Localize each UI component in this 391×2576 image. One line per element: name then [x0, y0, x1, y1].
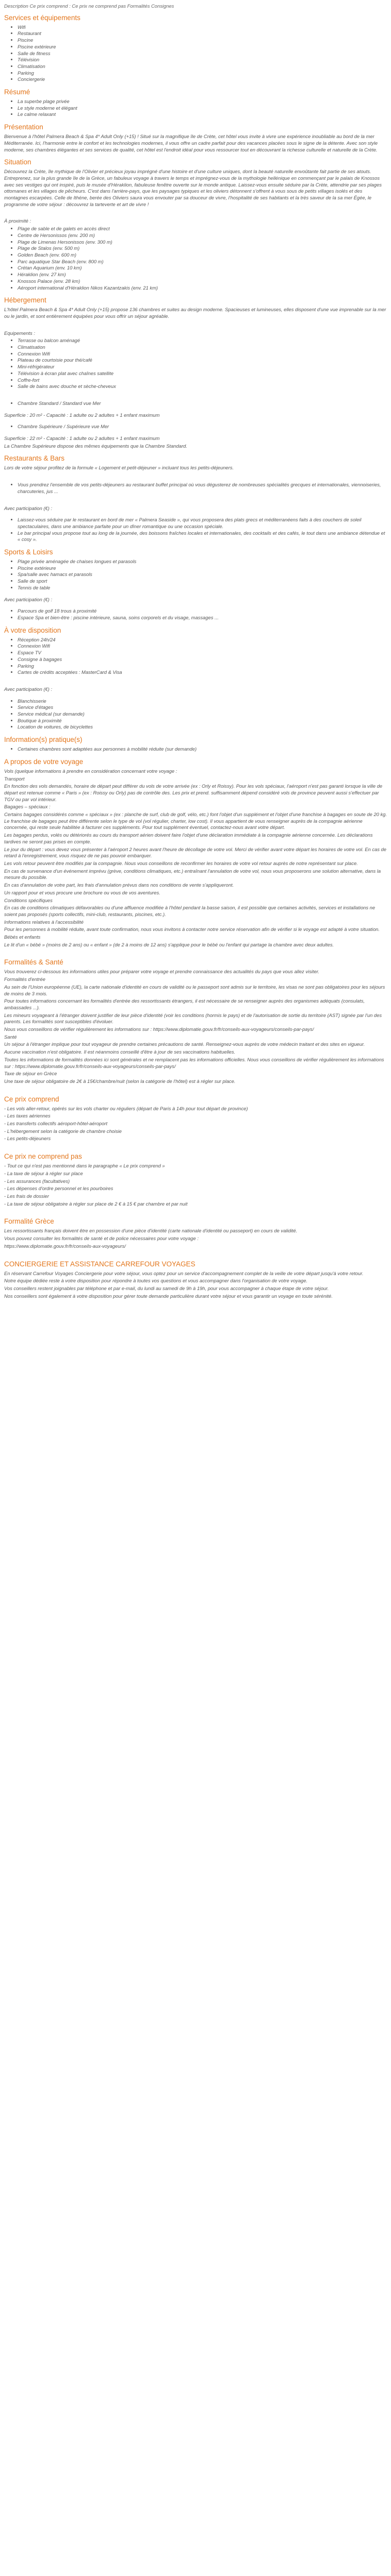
- disposition-paid-list: [4, 698, 387, 731]
- apropos-line: Conditions spécifiques: [4, 897, 53, 903]
- info-title: Information(s) pratique(s): [4, 736, 83, 744]
- prix-non-comprend-title: Ce prix ne comprend pas: [4, 1153, 82, 1161]
- proximite-item: • Plage de Stalos (env. 500 m): [18, 245, 387, 252]
- proximite-item: • Crétan Aquarium (env. 10 km): [18, 265, 387, 272]
- apropos-line: Transport: [4, 775, 25, 782]
- disposition-paid-item: • Blanchisserie: [18, 698, 387, 705]
- formalites-sante-line: Vous trouverez ci-dessous les informations utiles pour préparer votre voyage et prendre connaissance des actualités du pays que vous allez visiter.: [4, 969, 320, 975]
- disposition-item: • Cartes de crédits acceptées : MasterCard & Visa: [18, 669, 387, 676]
- avec-participation-label-1: Avec participation (€) :: [4, 505, 53, 511]
- hebergement-title: Hébergement: [4, 296, 46, 304]
- sports-paid-item: • Espace Spa et bien-être : piscine intérieure, sauna, soins corporels et du visage, massages ...: [18, 615, 387, 621]
- proximite-item: • Plage de sable et de galets en accès direct: [18, 226, 387, 232]
- presentation-text: Bienvenue à l'hôtel Palmera Beach & Spa 4* Adult Only (+15) ! Situé sur la magnifique île de Crète, cet hôtel vous invite à vivre une expérience inoubliable au bord de la mer Méditerranée. Ici, l'harmonie entre le confort et les technologies modernes, il vous offre un cadre parfait pour des vacances placées sous le signe de la détente. Avec son style moderne, ses chambres élégantes et ses services de qualité, cet hôtel est l'endroit idéal pour vous ressourcer tout en découvrant la richesse culturelle et naturelle de la Crète.: [4, 133, 378, 152]
- proximite-item: • Plage de Limenas Hersonissos (env. 300 m): [18, 239, 387, 246]
- apropos-line: Les vols retour peuvent être modifiés par la compagnie. Nous vous conseillons de reconfirmer les horaires de votre vol retour auprès de notre représentant sur place.: [4, 860, 358, 866]
- disposition-list: [4, 637, 387, 676]
- sports-list: [4, 558, 387, 591]
- equipements-item: • Plateau de courtoisie pour thé/café: [18, 357, 387, 364]
- hebergement-text: L'hôtel Palmera Beach & Spa 4* Adult Only (+15) propose 136 chambres et suites au design moderne. Spacieuses et lumineuses, elles disposent d'une vue imprenable sur la mer ou le jardin, et sont entièrement équipées pour vous offrir un séjour agréable.: [4, 307, 386, 319]
- proximite-item: • Aéroport international d'Héraklion Nikos Kazantzakis (env. 21 km): [18, 285, 387, 292]
- disposition-title: À votre disposition: [4, 626, 61, 634]
- apropos-line: Le jour du départ : vous devez vous présenter à l'aéroport 2 heures avant l'heure de décollage de votre vol. Merci de vérifier avant votre départ les horaires de votre vol. En cas de retard à l'enregistrement, vous risquez de ne pas pouvoir embarquer.: [4, 846, 386, 859]
- prix-non-comprend-block: [4, 1163, 387, 1213]
- formalites-sante-line: Aucune vaccination n'est obligatoire. Il est néanmoins conseillé d'être à jour de ses vaccinations habituelles.: [4, 1049, 236, 1055]
- apropos-line: En fonction des vols demandés, horaire de départ peut différer du vols de votre arrivée (ex : Orly et Roissy). Pour les vols spéciaux, l'aéroport n'est pas garanti lorsque la ville de départ est retenue comme « Paris » (ex : Roissy ou Orly) pas de contrôle des. Les prix et prend. suffisamment dépend considéré vols de province peuvent aussi s'effectuer par TGV ou par vol intérieur.: [4, 783, 383, 802]
- formalites-sante-line: Formalités d'entrée: [4, 976, 45, 982]
- chambre2-list: [4, 423, 387, 430]
- chambre2-name: • Chambre Supérieure / Supérieure vue Mer: [18, 423, 387, 430]
- sports-item: • Piscine extérieure: [18, 565, 387, 572]
- prix-comprend-block: [4, 1106, 387, 1149]
- apropos-line: Bébés et enfants: [4, 934, 41, 940]
- services-item: • Conciergerie: [18, 76, 387, 83]
- apropos-block: [4, 768, 387, 955]
- equipements-label: Equipements :: [4, 330, 35, 336]
- restaurants-list-item: • Vous prendrez l'ensemble de vos petits-déjeuners au restaurant buffet principal où vous dégusterez de nombreuses spécialités grecques et internationales, viennoiseries, charcuteries, jus ...: [18, 482, 387, 495]
- proximite-item: • Golden Beach (env. 600 m): [18, 252, 387, 259]
- disposition-item: • Parking: [18, 663, 387, 670]
- avec-participation-label-2: Avec participation (€) :: [4, 596, 53, 602]
- equipements-item: • Télévision à écran plat avec chaînes satellite: [18, 370, 387, 377]
- formalite-grece-title: Formalité Grèce: [4, 1217, 54, 1226]
- chambre2-note: La Chambre Supérieure dispose des mêmes équipements que la Chambre Standard.: [4, 443, 187, 449]
- disposition-item: • Réception 24h/24: [18, 637, 387, 643]
- sports-title: Sports & Loisirs: [4, 548, 53, 556]
- formalites-sante-line: Toutes les informations de formalités données ici sont générales et ne remplacent pas les informations officielles. Nous vous conseillons de vérifier régulièrement les informations sur : https://www.diplomatie.gouv.fr/fr/conseils-aux-voyageurs/conseils-par-pays/: [4, 1056, 384, 1069]
- equipements-list: [4, 337, 387, 390]
- prix-comprend-line: - L'hébergement selon la catégorie de chambre choisie: [4, 1128, 122, 1134]
- prix-non-comprend-line: - Les dépenses d'ordre personnel et les pourboires: [4, 1185, 113, 1192]
- apropos-line: Pour les personnes à mobilité réduite, avant toute confirmation, nous vous invitons à contacter notre service réservation afin de vérifier si le voyage est adapté à votre situation.: [4, 926, 380, 933]
- restaurants-paid-list: [4, 517, 387, 543]
- prix-comprend-title: Ce prix comprend: [4, 1095, 59, 1103]
- services-list: [4, 24, 387, 83]
- disposition-paid-item: • Service d'étages: [18, 704, 387, 711]
- disposition-paid-item: • Location de voitures, de bicyclettes: [18, 724, 387, 731]
- prix-non-comprend-line: - La taxe de séjour à régler sur place: [4, 1170, 83, 1176]
- formalites-sante-line: Nous vous conseillons de vérifier régulièrement les informations sur : https://www.diplomatie.gouv.fr/fr/conseils-aux-voyageurs/conseils-par-pays/: [4, 1026, 314, 1032]
- sports-item: • Plage privée aménagée de chaises longues et parasols: [18, 558, 387, 565]
- disposition-item: • Connexion Wifi: [18, 643, 387, 650]
- formalite-grece-line: Vous pouvez consulter les formalités de santé et de police nécessaires pour votre voyage :: [4, 1235, 199, 1242]
- sports-paid-item: • Parcours de golf 18 trous à proximité: [18, 608, 387, 615]
- disposition-item: • Espace TV: [18, 650, 387, 656]
- resume-item: • Le calme relaxant: [18, 111, 387, 118]
- apropos-line: Certains bagages considérés comme « spéciaux » (ex : planche de surf, club de golf, vélo, etc.) font l'objet d'un supplément et l'objet d'une franchise à bagages en soute de 20 kg. Le franchise de bagages peut être différente selon le type de vol (vol régulier, charter, low cost). Il vous appartient de vous renseigner auprès de la compagnie aérienne concernée, qui reste seule habilitée à facturer ces suppléments. Pour tout supplément éventuel, contactez-nous avant votre départ.: [4, 811, 387, 831]
- proximite-item: • Knossos Palace (env. 28 km): [18, 278, 387, 285]
- info-list: [4, 746, 387, 753]
- restaurants-list: [4, 482, 387, 495]
- prix-comprend-line: - Les transferts collectifs aéroport-hôtel-aéroport: [4, 1121, 108, 1127]
- equipements-item: • Connexion Wifi: [18, 351, 387, 358]
- prix-comprend-line: - Les vols aller-retour, opérés sur les vols charter ou réguliers (départ de Paris à 14h pour tout départ de province): [4, 1105, 248, 1111]
- apropos-line: Bagages – spéciaux :: [4, 804, 51, 810]
- apropos-line: Les bagages perdus, volés ou détériorés au cours du transport aérien doivent faire l'objet d'une déclaration immédiate à la compagnie aérienne concernée. Les déclarations tardives ne seront pas prises en compte.: [4, 832, 373, 844]
- avec-participation-label-3: Avec participation (€) :: [4, 686, 53, 692]
- conciergerie-line: Nos conseillers sont également à votre disposition pour gérer toute demande particulière durant votre séjour et vous garantir un voyage en toute sérénité.: [4, 1293, 333, 1299]
- services-item: • Restaurant: [18, 30, 387, 37]
- resume-item: • La superbe plage privée: [18, 98, 387, 105]
- proximite-item: • Héraklion (env. 27 km): [18, 272, 387, 278]
- formalites-sante-line: Un séjour à l'étranger implique pour tout voyageur de prendre certaines précautions de santé. Renseignez-vous auprès de votre médecin traitant et des sites en vigueur.: [4, 1041, 365, 1047]
- conciergerie-line: Vos conseillers restent joignables par téléphone et par e-mail, du lundi au samedi de 9h à 19h, pour vous accompagner à chaque étape de votre séjour.: [4, 1285, 329, 1291]
- resume-item: • Le style moderne et élégant: [18, 105, 387, 112]
- formalite-grece-block: [4, 1228, 387, 1256]
- situation-title: Situation: [4, 158, 31, 166]
- prix-non-comprend-line: - Les frais de dossier: [4, 1193, 50, 1199]
- apropos-line: En cas de survenance d'un événement imprévu (grève, conditions climatiques, etc.) entraînant l'annulation de votre vol, nous vous proposerons une solution alternative, dans la mesure du possible.: [4, 868, 381, 880]
- formalites-sante-title: Formalités & Santé: [4, 958, 63, 967]
- equipements-item: • Climatisation: [18, 344, 387, 351]
- formalites-sante-line: Pour toutes informations concernant les formalités d'entrée des ressortissants étrangers, il est nécessaire de se renseigner auprès des organismes adéquats (consulats, ambassades ...).: [4, 998, 365, 1010]
- breadcrumb: Description Ce prix comprend : Ce prix ne comprend pas Formalités Consignes: [4, 3, 174, 9]
- proximite-list: [4, 226, 387, 291]
- chambre1-list: [4, 400, 387, 407]
- presentation-title: Présentation: [4, 123, 43, 131]
- formalites-sante-block: [4, 969, 387, 1091]
- equipements-item: • Terrasse ou balcon aménagé: [18, 337, 387, 344]
- services-title: Services et équipements: [4, 13, 80, 22]
- formalite-grece-line: https://www.diplomatie.gouv.fr/fr/conseils-aux-voyageurs/: [4, 1243, 126, 1249]
- proximite-item: • Parc aquatique Star Beach (env. 800 m): [18, 259, 387, 265]
- situation-text: Découvrez la Crète, île mythique de l'Olivier et précieux joyau imprégné d'une histoire et d'une culture uniques, dont la beauté naturelle envoûtante fait partie de ses atouts. Entreprenez, sur la plus grande île de la Grèce, un fabuleux voyage à travers le temps et imprégnez-vous de la mythologie hellénique en commençant par le palais de Knossos avec ses vestiges qui ont inspiré, puis le musée d'Héraklion, fabuleuse fenêtre ouverte sur le monde antique. Laissez-vous ensuite séduire par la Crète, attendrie par ses plages ottomanes et les villages de pêcheurs. C'est dans l'arrière-pays, que les paysages typiques et les oliviers détonnent s'offrent à vous sous de petits villages isolés et des montagnes escarpées. Celle de Ithéne, berée des Oliviers saura vous envouter par sa douceur de vivre, l'hospitalité de ses habitants et la très saveur de la sa mer Égée, le programme de votre séjour : découvrez la tarteverte et art de vivre !: [4, 168, 382, 207]
- services-item: • Salle de fitness: [18, 50, 387, 57]
- conciergerie-title: CONCIERGERIE ET ASSISTANCE CARREFOUR VOYAGES: [4, 1260, 196, 1268]
- restaurants-paid-item: • Le bar principal vous propose tout au long de la journée, des boissons fraîches locales et internationales, des cocktails et des cafés, le tout dans une ambiance détendue et « cosy ».: [18, 530, 387, 543]
- apropos-title: A propos de votre voyage: [4, 757, 84, 766]
- chambre2-desc: Superficie : 22 m² - Capacité : 1 adulte ou 2 adultes + 1 enfant maximum: [4, 435, 160, 442]
- resume-list: [4, 98, 387, 118]
- formalites-sante-line: Santé: [4, 1033, 17, 1040]
- sports-item: • Salle de sport: [18, 578, 387, 585]
- apropos-line: En cas de conditions climatiques défavorables ou d'une affluence modifiée à l'hôtel pendant la basse saison, il est possible que certaines activités, services et installations ne soient pas proposés (sports collectifs, mini-club, restaurants, piscines, etc.).: [4, 905, 376, 917]
- services-item: • Parking: [18, 70, 387, 77]
- apropos-line: Le lit d'un « bébé » (moins de 2 ans) ou « enfant » (de 2 à moins de 12 ans) s'applique pour le bébé ou l'enfant qui partage la chambre avec deux adultes.: [4, 941, 334, 947]
- formalites-sante-line: Au sein de l'Union européenne (UE), la carte nationale d'identité en cours de validité ou le passeport sont admis sur le territoire, les visas ne sont pas obligatoires pour les séjours de moins de 3 mois.: [4, 984, 385, 996]
- info-item: • Certaines chambres sont adaptées aux personnes à mobilité réduite (sur demande): [18, 746, 387, 753]
- equipements-item: • Mini-réfrigérateur: [18, 364, 387, 370]
- equipements-item: • Coffre-fort: [18, 377, 387, 384]
- services-item: • Climatisation: [18, 63, 387, 70]
- conciergerie-line: Notre équipe dédiée reste à votre disposition pour répondre à toutes vos questions et vous accompagner dans l'organisation de votre voyage.: [4, 1278, 308, 1284]
- sports-item: • Tennis de table: [18, 585, 387, 591]
- sports-item: • Spa/salle avec hamacs et parasols: [18, 571, 387, 578]
- resume-title: Résumé: [4, 88, 30, 96]
- prix-comprend-line: - Les taxes aériennes: [4, 1113, 51, 1119]
- chambre1-name: • Chambre Standard / Standard vue Mer: [18, 400, 387, 407]
- proximite-item: • Centre de Hersonissos (env. 200 m): [18, 232, 387, 239]
- sports-paid-list: [4, 608, 387, 621]
- prix-comprend-line: - Les petits-déjeuners: [4, 1136, 51, 1142]
- prix-non-comprend-line: - Tout ce qui n'est pas mentionné dans le paragraphe « Le prix comprend »: [4, 1163, 165, 1169]
- formalites-sante-line: Les mineurs voyageant à l'étranger doivent justifier de leur pièce d'identité (voir les conditions (hormis le pays) et de l'autorisation de sortie du territoire (AST) signée par l'un des parents. Les formalités sont susceptibles d'évoluer.: [4, 1012, 382, 1025]
- formalites-sante-line: Taxe de séjour en Grèce: [4, 1071, 57, 1077]
- services-item: • Piscine extérieure: [18, 44, 387, 50]
- services-item: • Télévision: [18, 57, 387, 63]
- proximite-label: À proximité :: [4, 218, 31, 224]
- conciergerie-block: [4, 1270, 387, 1306]
- services-item: • Wifi: [18, 24, 387, 31]
- formalites-sante-line: Une taxe de séjour obligatoire de 2€ à 15€/chambre/nuit (selon la catégorie de l'hôtel) est à régler sur place.: [4, 1078, 236, 1084]
- prix-non-comprend-line: - Les assurances (facultatives): [4, 1178, 70, 1184]
- equipements-item: • Salle de bains avec douche et sèche-cheveux: [18, 383, 387, 390]
- restaurants-text: Lors de votre séjour profitez de la formule « Logement et petit-déjeuner » incluant tous les petits-déjeuners.: [4, 465, 234, 471]
- disposition-paid-item: • Boutique à proximité: [18, 718, 387, 724]
- services-item: • Piscine: [18, 37, 387, 44]
- apropos-line: Informations relatives à l'accessibilité: [4, 919, 84, 925]
- chambre1-desc: Superficie : 20 m² - Capacité : 1 adulte ou 2 adultes + 1 enfant maximum: [4, 412, 160, 418]
- disposition-item: • Consigne à bagages: [18, 656, 387, 663]
- formalite-grece-line: Les ressortissants français doivent être en possession d'une pièce d'identité (carte nationale d'identité ou passeport) en cours de validité.: [4, 1228, 298, 1234]
- restaurants-title: Restaurants & Bars: [4, 454, 65, 463]
- apropos-line: Un rapport pour et vous procure une brochure ou vous de vos aventures.: [4, 889, 160, 895]
- apropos-line: En cas d'annulation de votre part, les frais d'annulation prévus dans nos conditions de vente s'appliqueront.: [4, 882, 234, 888]
- disposition-paid-item: • Service médical (sur demande): [18, 711, 387, 718]
- conciergerie-line: En réservant Carrefour Voyages Conciergerie pour votre séjour, vous optez pour un service d'accompagnement complet de la veille de votre départ jusqu'à votre retour.: [4, 1270, 364, 1276]
- apropos-line: Vols (quelque informations à prendre en considération concernant votre voyage :: [4, 768, 177, 774]
- prix-non-comprend-line: - La taxe de séjour obligatoire à régler sur place de 2 € à 15 € par chambre et par nuit: [4, 1200, 188, 1207]
- restaurants-paid-item: • Laissez-vous séduire par le restaurant en bord de mer « Palmera Seaside », qui vous proposera des plats grecs et méditerranéens faits à des couchers de soleil spectaculaires, dans une ambiance parfaite pour un dîner romantique ou une occasion spéciale.: [18, 517, 387, 530]
